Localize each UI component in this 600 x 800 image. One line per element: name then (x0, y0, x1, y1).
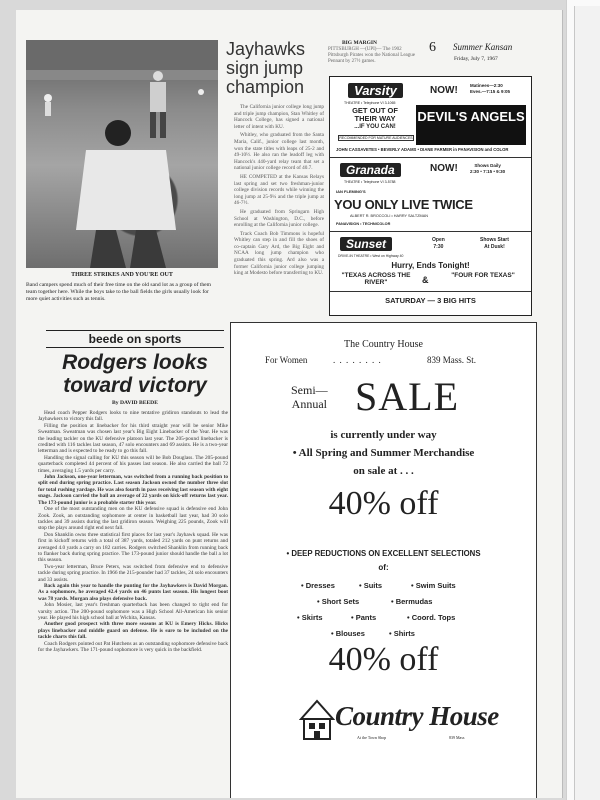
varsity-now: NOW! (430, 85, 458, 96)
jump-headline (226, 40, 330, 97)
sunset-feature-1: "TEXAS ACROSS THE RIVER" (341, 272, 411, 286)
showtime: Eves.—7:15 & 9:05 (470, 89, 511, 94)
tagline-line: GET OUT OF (352, 106, 398, 115)
jump-headline-line: sign jump (226, 58, 304, 78)
ad-item-coord-tops: • Coord. Tops (407, 613, 456, 622)
story-paragraph: He graduated from Springarn High School at Washington, D.C., before enrolling at the California junior college. (234, 208, 324, 229)
story-paragraph: Back again this year to handle the punting for the Jayhawkers is David Morgan. As a sophomore, he averaged 42.4 yards on 46 punts last season. His longest boot was 78 yards. Morgan also plays defensive back. (38, 582, 228, 602)
ad-item-skirts: • Skirts (297, 613, 323, 622)
story-paragraph: John Jackson, one-year letterman, was switched from a running back position to split end during spring practice. Last season Jackson owned the number three slot for total rushing yardage. He was also fourth in pass receiving last season with eight snags. Jackson carried the ball an average of 22 yards on kick-off returns last year. The 173-pound junior is a probable starter this year. (38, 474, 228, 506)
ad-merchandise: • All Spring and Summer Merchandise (292, 447, 475, 459)
ad-item-pants: • Pants (351, 613, 377, 622)
ad-of: of: (378, 563, 389, 572)
granada-sub: THEATRE • Telephone VI 3-5788 (344, 180, 396, 184)
ad-sale: SALE (355, 374, 459, 419)
sunset-amp: & (422, 275, 429, 285)
story-paragraph: Handling the signal calling for KU this season will be Bob Douglass. The 205-pound quarterback completed 44 percent of his passes last season. He also carried the ball 72 times, averaging 1.5 yards per carry. (38, 454, 228, 474)
showtime: Shows Daily (474, 163, 501, 168)
showtime: Matinees—2:30 (470, 83, 503, 88)
story-paragraph: One of the most outstanding men on the KU defensive squad is defensive end John Zook. Zook, an outstanding sophomore at center in basketball last year, had 30 solo tackles and 39 assists during the last gridiron season. Weighing 225 pounds, Zook will stop the plays around right end next fall. (38, 506, 228, 532)
story-paragraph: John Mosier, last year's freshman quarterback has been changed to tight end for varsity action. The 200-pound sophomore was a High School All-American his senior year. He played his high school ball at Wichita, Kansas. (38, 602, 228, 621)
sunset-logo: Sunset (340, 237, 392, 251)
ad-deep-reductions: • DEEP REDUCTIONS ON EXCELLENT SELECTIONS (286, 549, 481, 558)
granada-times (470, 163, 505, 175)
showtime: 2:30 • 7:15 • 9:30 (470, 169, 506, 174)
beede-body (38, 410, 228, 794)
story-paragraph: Don Shanklin owns three statistical first places for last year's Jayhawk squad. He was first in kickoff returns with a total of 387 yards, totaled 212 yards on punt returns and averaged 4.0 yards a carry on 182 carries. Rodgers switched Shanklin from running back to flanker back during spring practice. The 173-pound junior should handle the ball a lot this season. (38, 531, 228, 564)
varsity-cast: JOHN CASSAVETES • BEVERLY ADAMS • DIANE FARMER in PANAVISION and COLOR (336, 147, 509, 152)
ad-store-name: The Country House (344, 339, 423, 350)
byline: By DAVID BEEDE (112, 400, 158, 406)
story-paragraph: Track Coach Bob Timmons is hopeful Whitley can step in and fill the shoes of co-captain Gary Ard, the Big Eight and NCAA long jump champion who graduated this spring. Ard also was a former California junior college jumping king at Modesto before transferring to KU. (234, 230, 324, 277)
divider (330, 231, 531, 232)
ad-logo-text: Country House (335, 701, 499, 731)
ad-item-suits: • Suits (359, 581, 383, 590)
varsity-logo: Varsity (348, 83, 403, 98)
newspaper-page (16, 10, 562, 798)
sunset-sub: DRIVE-IN THEATRE • West on Highway 40 (338, 254, 404, 258)
big-margin-label: BIG MARGIN (342, 40, 377, 46)
granada-format: PANAVISION • TECHNICOLOR (336, 222, 391, 226)
sunset-start (480, 237, 509, 251)
ad-address: 839 Mass. St. (427, 355, 477, 365)
jump-headline-line: champion (226, 77, 305, 97)
photo-figures (26, 40, 218, 268)
open-time: 7:30 (433, 244, 444, 250)
ad-logo-sub: At the Town Shop (357, 735, 387, 740)
story-paragraph: Head coach Pepper Rodgers looks to nine tentative gridiron standouts to lead the Jayhawkers to victory this fall. (38, 410, 228, 423)
varsity-note: RECOMMENDED FOR MATURE AUDIENCES (339, 136, 413, 140)
varsity-tagline (336, 107, 414, 131)
ad-dots: . . . . . . . . (333, 355, 382, 365)
sunset-open (432, 237, 445, 251)
varsity-title: DEVIL'S ANGELS (416, 105, 526, 145)
ad-item-bermudas: • Bermudas (391, 597, 433, 606)
column-label: beede on sports (46, 330, 224, 348)
page-number: 6 (429, 40, 436, 55)
baseball-photo (26, 40, 218, 268)
jump-headline-line: Jayhawks (226, 39, 306, 59)
ad-percent-off-2: 40% off (328, 641, 439, 678)
annual-label: Annual (291, 397, 327, 411)
ad-item-short-sets: • Short Sets (317, 597, 360, 606)
ad-underway: is currently under way (330, 429, 437, 441)
granada-credits: ALBERT R. BROCCOLI • HARRY SALTZMAN (350, 214, 428, 218)
sunset-feature-2: "FOUR FOR TEXAS" (451, 272, 515, 279)
beede-column (46, 330, 224, 406)
divider (330, 157, 531, 158)
divider (330, 291, 531, 292)
issue-date: Friday, July 7, 1967 (454, 56, 498, 62)
tagline-line: ...IF YOU CAN! (354, 124, 396, 130)
house-logo-icon (299, 699, 335, 743)
granada-title: YOU ONLY LIVE TWICE (334, 197, 473, 212)
story-paragraph: HE COMPETED at the Kansas Relays last spring and set two freshman-junior college division records while winning the long jump at 25-9¼ and the triple jump at 46-7½. (234, 173, 324, 207)
granada-logo: Granada (340, 163, 401, 177)
ad-logo-address: 839 Mass (449, 735, 465, 740)
photo-caption: Band campers spend much of their free time on the old sand lot as a group of them team together here. While the boys take to the ball fields the girls usually look for more quiet activities such as tennis. (26, 282, 212, 302)
beede-headline (46, 351, 224, 397)
ad-item-shirts: • Shirts (389, 629, 415, 638)
tagline-line: THEIR WAY (354, 114, 396, 123)
story-paragraph: The California junior college long jump and triple jump champion, Stan Whitley of Hancock College, has signed a national letter of intent with KU. (234, 104, 324, 130)
ad-percent-off-1: 40% off (328, 485, 439, 522)
movie-ads (329, 76, 532, 316)
story-paragraph: Filling the position at linebacker for his third straight year will be senior Mike Sweatman. Sweatman was chosen last year's Big Eight Linebacker of the Year. He was the leading tackler on the KU defensive platoon last year. The 205-pound linebacker is credited with 116 tackles last season, 47 solo encounters and 69 assists. He is a two-year letterman and is expected to be ready to go this fall. (38, 422, 228, 455)
semi-label: Semi— (291, 383, 328, 397)
headline-line: toward victory (63, 374, 207, 397)
open-label: Open (432, 237, 445, 243)
start-label: Shows Start (480, 237, 509, 243)
adjacent-page-edge-2 (574, 6, 600, 800)
ad-item-blouses: • Blouses (331, 629, 365, 638)
granada-now: NOW! (430, 163, 458, 174)
start-time: At Dusk! (484, 244, 505, 250)
ad-item-dresses: • Dresses (301, 581, 335, 590)
story-paragraph: Coach Rodgers pointed out Pat Hutchens as an outstanding sophomore defensive back for the Jayhawkers. The 171-pound sophomore is very quick in the backfield. (38, 640, 228, 654)
varsity-times (470, 83, 510, 95)
sunset-footer: SATURDAY — 3 BIG HITS (385, 296, 476, 305)
photo-caption-title: THREE STRIKES AND YOU'RE OUT (71, 272, 173, 278)
story-paragraph: Two-year letterman, Bruce Peters, was switched from defensive end to defensive tackle during spring practice. In 1966 the 215-pounder had 37 tackles, 24 solo encounters and 33 assists. (38, 563, 228, 583)
story-paragraph: Another good prospect with three more seasons at KU is Emery Hicks. Hicks plays linebacker and middle guard on defense. He is sure to be included on the tackle charts this fall. (38, 621, 228, 641)
ad-onsale: on sale at . . . (353, 465, 414, 477)
headline-line: Rodgers looks (62, 351, 208, 374)
ad-semi-annual (291, 383, 328, 411)
ad-item-swim-suits: • Swim Suits (411, 581, 456, 590)
country-house-ad (230, 322, 537, 798)
jump-story-body (234, 104, 324, 320)
section-name: Summer Kansan (453, 42, 513, 52)
story-paragraph: Whitley, who graduated from the Santa Maria, Calif., junior college last month, won the state titles with leaps of 25-2 and 49-10½. He also ran the leadoff leg with Hancock's 440-yard relay team that set a national junior college record of 40.7. (234, 132, 324, 172)
big-margin-text: PITTSBURGH —(UPI)— The 1902 Pittsburgh Pirates won the National League Pennant by 27½ games. (328, 47, 415, 64)
varsity-sub: THEATRE • Telephone VI 3-1065 (344, 101, 396, 105)
granada-star: IAN FLEMING'S (336, 189, 366, 194)
ad-for-women: For Women (265, 355, 308, 365)
sunset-hurry: Hurry, Ends Tonight! (391, 261, 470, 270)
